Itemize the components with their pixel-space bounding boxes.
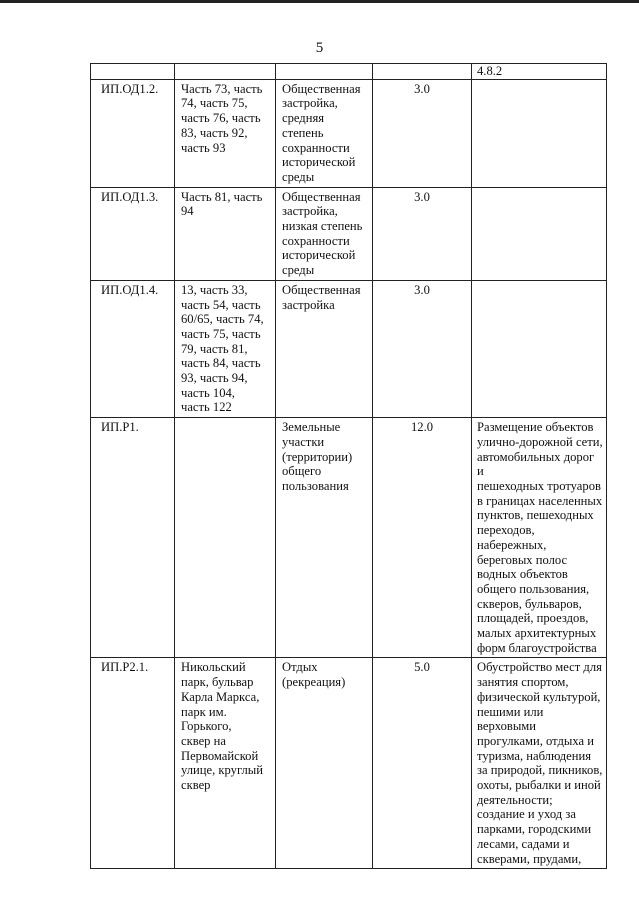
zone-name-cell <box>276 64 373 80</box>
description-cell <box>472 418 607 658</box>
zone-code-cell <box>91 187 175 280</box>
zone-code: ИП.ОД1.3. <box>101 189 159 204</box>
zone-name: Общественная застройка, низкая степень сохранности исторической среды <box>282 189 363 278</box>
zone-name: Общественная застройка <box>282 282 361 312</box>
value-cell <box>373 658 472 869</box>
description-cell <box>472 280 607 417</box>
zone-code: ИП.Р2.1. <box>101 660 149 675</box>
zone-description: 4.8.2 <box>477 64 503 78</box>
value-cell <box>373 280 472 417</box>
zone-description: Обустройство мест для занятия спортом, физической культурой, пешими или верховыми прогулками, отдыха и туризма, наблюдения за природой, пикников, охоты, рыбалки и иной деятельности; создание и уход за парками, городскими лесами, садами и скверами, прудами, <box>477 660 603 866</box>
zone-parts: Часть 81, часть 94 <box>181 189 263 219</box>
zone-name-cell <box>276 187 373 280</box>
zone-code-cell <box>91 418 175 658</box>
zone-name-cell <box>276 79 373 187</box>
table-row <box>91 64 607 80</box>
parts-cell <box>175 418 276 658</box>
zone-code-cell <box>91 658 175 869</box>
zone-value: 3.0 <box>414 282 430 297</box>
parts-cell <box>175 658 276 869</box>
table-row <box>91 187 607 280</box>
zone-name: Отдых (рекреация) <box>282 660 346 690</box>
table-row <box>91 418 607 658</box>
zone-code-cell <box>91 280 175 417</box>
page-number: 5 <box>315 40 324 56</box>
zone-code: ИП.ОД1.4. <box>101 282 159 297</box>
parts-cell <box>175 64 276 80</box>
zone-description: Размещение объектов улично-дорожной сети, автомобильных дорог и пешеходных тротуаров в границах населенных пунктов, пешеходных переходов, набережных, береговых полос водных объектов общего пользования, скверов, бульваров, площадей, проездов, малых архитектурных форм благоустройства <box>477 420 603 655</box>
zone-name-cell <box>276 280 373 417</box>
value-cell <box>373 64 472 80</box>
zone-parts: Никольский парк, бульвар Карла Маркса, парк им. Горького, сквер на Первомайской улице, круглый сквер <box>181 660 263 793</box>
zone-code: ИП.Р1. <box>101 420 139 435</box>
zone-code: ИП.ОД1.2. <box>101 81 159 96</box>
zone-parts: Часть 73, часть 74, часть 75, часть 76, часть 83, часть 92, часть 93 <box>181 81 263 155</box>
table-row <box>91 79 607 187</box>
description-cell <box>472 64 607 80</box>
zone-name-cell <box>276 658 373 869</box>
description-cell <box>472 658 607 869</box>
zone-value: 3.0 <box>414 81 430 96</box>
zone-code-cell <box>91 64 175 80</box>
table-row <box>91 658 607 869</box>
value-cell <box>373 79 472 187</box>
parts-cell <box>175 187 276 280</box>
zone-value: 3.0 <box>414 189 430 204</box>
zone-parts: 13, часть 33, часть 54, часть 60/65, часть 74, часть 75, часть 79, часть 81, часть 84, часть 93, часть 94, часть 104, часть 122 <box>181 282 264 415</box>
table-row <box>91 280 607 417</box>
parts-cell <box>175 79 276 187</box>
description-cell <box>472 187 607 280</box>
zone-name: Земельные участки (территории) общего пользования <box>282 420 353 493</box>
zone-value: 12.0 <box>410 420 434 435</box>
zone-code-cell <box>91 79 175 187</box>
parts-cell <box>175 280 276 417</box>
zone-name-cell <box>276 418 373 658</box>
land-use-table <box>90 63 607 869</box>
description-cell <box>472 79 607 187</box>
value-cell <box>373 418 472 658</box>
value-cell <box>373 187 472 280</box>
zone-value: 5.0 <box>414 660 430 675</box>
zone-name: Общественная застройка, средняя степень сохранности исторической среды <box>282 81 361 184</box>
page-top-rule <box>0 0 639 3</box>
